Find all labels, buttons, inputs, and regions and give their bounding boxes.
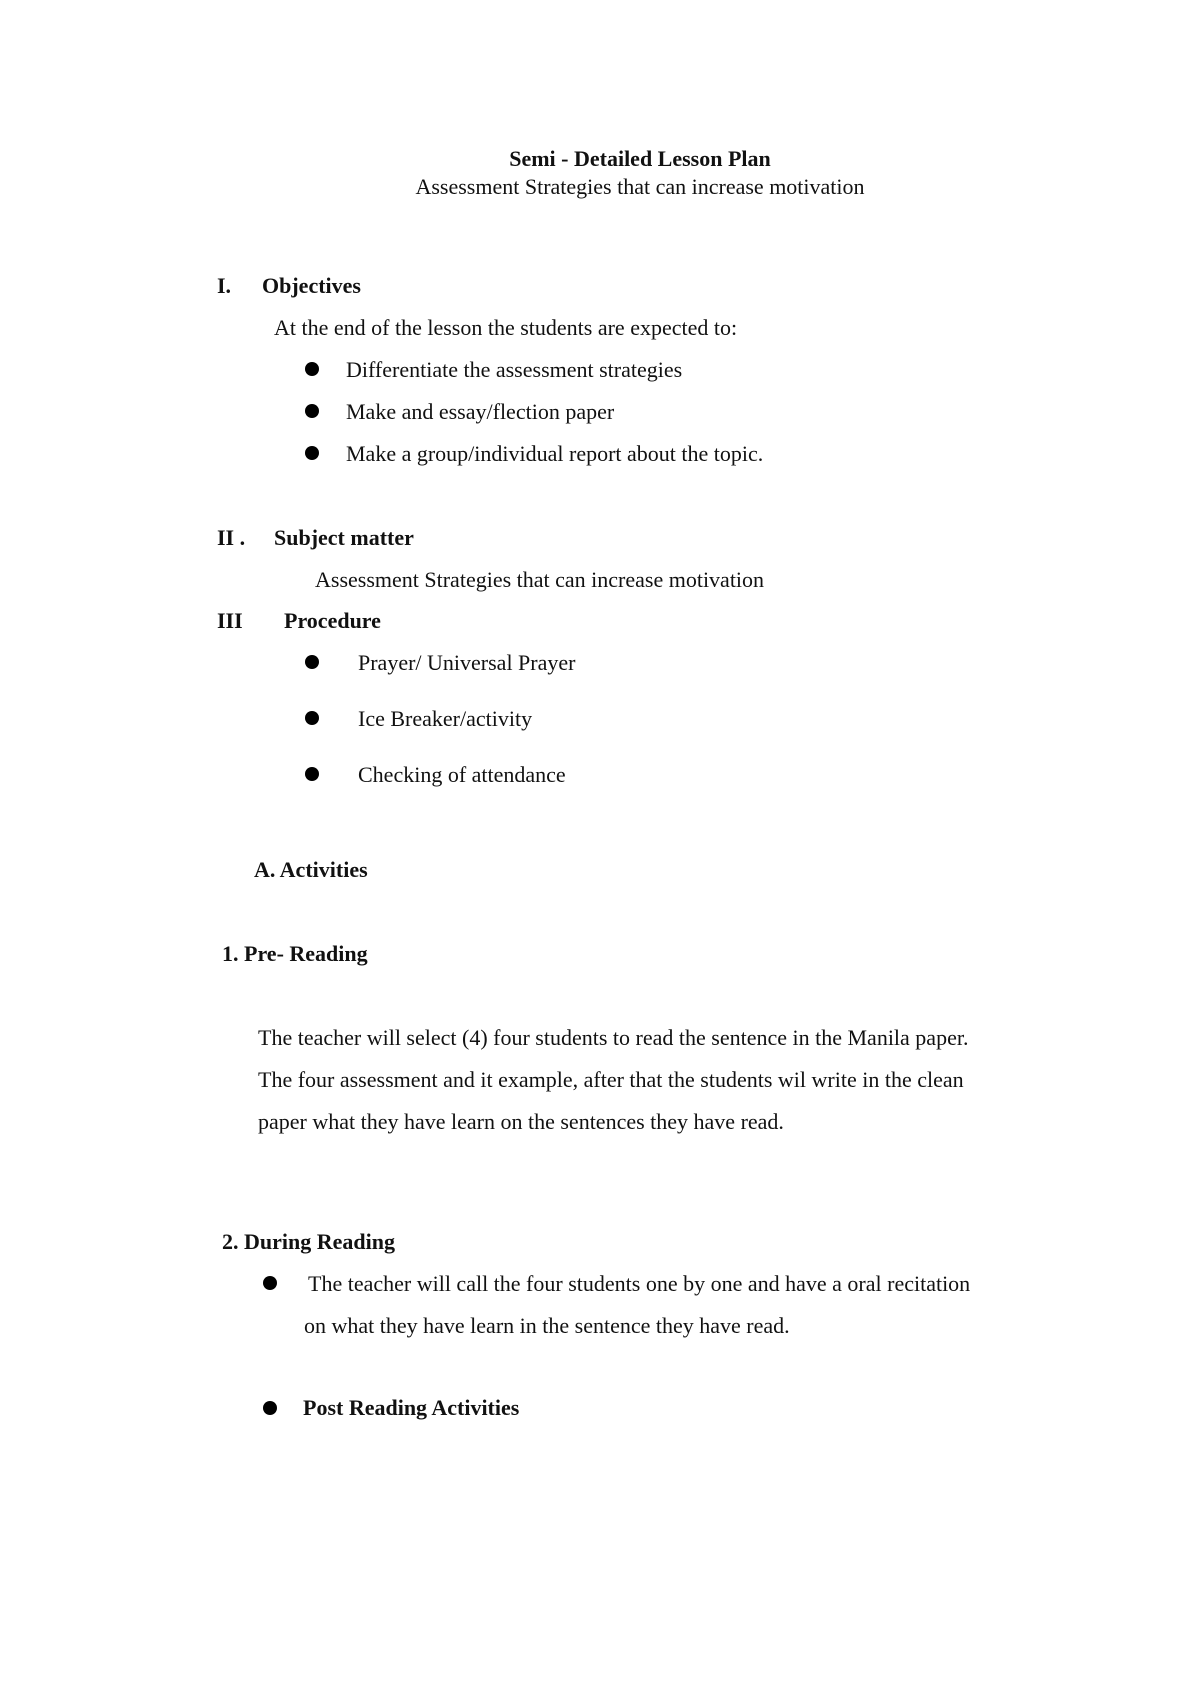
objectives-heading: Objectives	[262, 273, 361, 298]
document-title: Semi - Detailed Lesson Plan	[509, 146, 771, 171]
objective-item: Differentiate the assessment strategies	[346, 357, 683, 382]
subject-matter-text: Assessment Strategies that can increase motivation	[315, 567, 765, 592]
bullet-icon	[305, 655, 319, 669]
document-subtitle: Assessment Strategies that can increase motivation	[415, 174, 865, 199]
objectives-numeral: I.	[217, 273, 232, 298]
pre-reading-line: paper what they have learn on the sentences they have read.	[258, 1109, 784, 1134]
procedure-item: Prayer/ Universal Prayer	[358, 650, 576, 675]
bullet-icon	[305, 446, 319, 460]
procedure-item: Checking of attendance	[358, 762, 566, 787]
procedure-numeral: III	[217, 608, 243, 633]
objectives-intro: At the end of the lesson the students are expected to:	[274, 315, 738, 340]
bullet-icon	[305, 711, 319, 725]
subject-matter-heading: Subject matter	[274, 525, 414, 550]
objective-item: Make a group/individual report about the topic.	[346, 441, 764, 466]
pre-reading-heading: 1. Pre- Reading	[222, 941, 368, 966]
bullet-icon	[305, 362, 319, 376]
activities-heading: A. Activities	[254, 857, 368, 882]
bullet-icon	[305, 767, 319, 781]
procedure-heading: Procedure	[284, 608, 381, 633]
procedure-item: Ice Breaker/activity	[358, 706, 533, 731]
objective-item: Make and essay/flection paper	[346, 399, 615, 424]
bullet-icon	[305, 404, 319, 418]
during-reading-line: on what they have learn in the sentence they have read.	[304, 1313, 790, 1338]
pre-reading-line: The four assessment and it example, after that the students wil write in the clean	[258, 1067, 964, 1092]
bullet-icon	[263, 1401, 277, 1415]
bullet-icon	[263, 1276, 277, 1290]
post-reading-heading: Post Reading Activities	[303, 1395, 520, 1420]
subject-matter-numeral: II .	[217, 525, 246, 550]
during-reading-heading: 2. During Reading	[222, 1229, 395, 1254]
during-reading-line: The teacher will call the four students one by one and have a oral recitation	[308, 1271, 971, 1296]
pre-reading-line: The teacher will select (4) four students to read the sentence in the Manila paper.	[258, 1025, 969, 1050]
